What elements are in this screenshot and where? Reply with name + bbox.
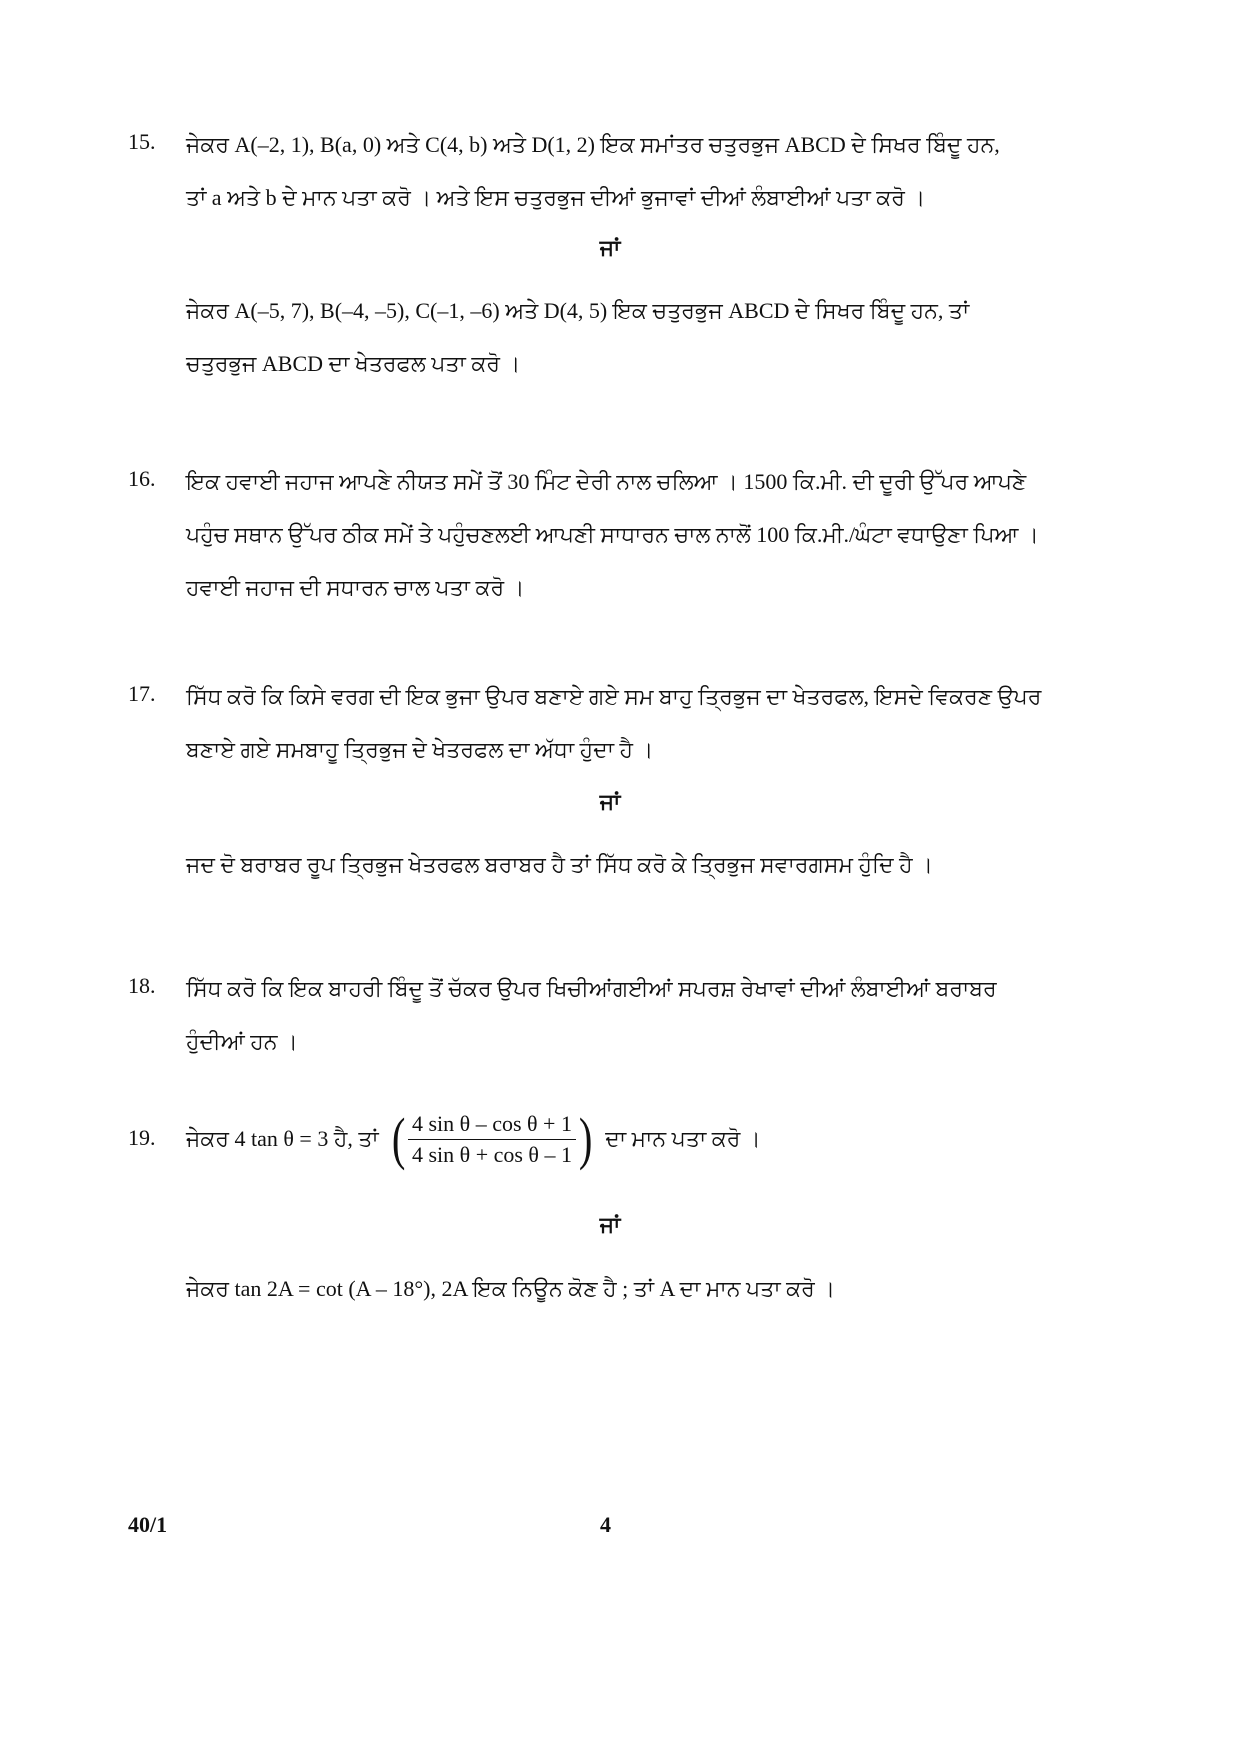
question-line: ਇਕ ਹਵਾਈ ਜਹਾਜ ਆਪਣੇ ਨੀਯਤ ਸਮੇਂ ਤੋਂ 30 ਮਿੰਟ ਦੇਰੀ ਨਾਲ ਚਲਿਆ । 1500 ਕਿ.ਮੀ. ਦੀ ਦੂਰੀ ਉੱਪਰ ਆਪਣੇ (186, 469, 1027, 494)
question-text (186, 118, 1068, 224)
alternative-question-19 (186, 1262, 1066, 1315)
question-line: ਜੇਕਰ A(–5, 7), B(–4, –5), C(–1, –6) ਅਤੇ D(4, 5) ਇਕ ਚਤੁਰਭੁਜ ABCD ਦੇ ਸਿਖਰ ਬਿੰਦੂ ਹਨ, ਤਾਂ (186, 298, 970, 323)
or-separator: ਜਾਂ (599, 789, 621, 814)
question-number: 18. (128, 973, 156, 998)
question-17 (128, 670, 1068, 776)
question-number: 15. (128, 129, 156, 154)
question-line: ਚਤੁਰਭੁਜ ABCD ਦਾ ਖੇਤਰਫਲ ਪਤਾ ਕਰੋ । (186, 351, 521, 376)
question-text (186, 962, 1068, 1068)
question-line: ਸਿੱਧ ਕਰੋ ਕਿ ਕਿਸੇ ਵਰਗ ਦੀ ਇਕ ਭੁਜਾ ਉਪਰ ਬਣਾਏ ਗਏ ਸਮ ਬਾਹੁ ਤ੍ਰਿਭੁਜ ਦਾ ਖੇਤਰਫਲ, ਇਸਦੇ ਵਿਕਰਣ ਉਪਰ (186, 684, 1042, 709)
question-line: ਬਣਾਏ ਗਏ ਸਮਬਾਹੂ ਤ੍ਰਿਭੁਜ ਦੇ ਖੇਤਰਫਲ ਦਾ ਅੱਧਾ ਹੁੰਦਾ ਹੈ । (186, 737, 654, 762)
question-line: ਜਦ ਦੋ ਬਰਾਬਰ ਰੂਪ ਤ੍ਰਿਭੁਜ ਖੇਤਰਫਲ ਬਰਾਬਰ ਹੈ ਤਾਂ ਸਿੱਧ ਕਰੋ ਕੇ ਤ੍ਰਿਭੁਜ ਸਵਾਰਗਸਮ ਹੁੰਦਿ ਹੈ । (186, 852, 933, 877)
question-18 (128, 962, 1068, 1068)
question-line: ਪਹੁੰਚ ਸਥਾਨ ਉੱਪਰ ਠੀਕ ਸਮੇਂ ਤੇ ਪਹੁੰਚਣਲਈ ਆਪਣੀ ਸਾਧਾਰਨ ਚਾਲ ਨਾਲੋਂ 100 ਕਿ.ਮੀ./ਘੰਟਾ ਵਧਾਉਣਾ ਪਿਆ । (186, 522, 1039, 547)
question-number: 17. (128, 681, 156, 706)
question-line: ਤਾਂ a ਅਤੇ b ਦੇ ਮਾਨ ਪਤਾ ਕਰੋ । ਅਤੇ ਇਸ ਚਤੁਰਭੁਜ ਦੀਆਂ ਭੁਜਾਵਾਂ ਦੀਆਂ ਲੰਬਾਈਆਂ ਪਤਾ ਕਰੋ । (186, 185, 926, 210)
question-line: ਜੇਕਰ A(–2, 1), B(a, 0) ਅਤੇ C(4, b) ਅਤੇ D(1, 2) ਇਕ ਸਮਾਂਤਰ ਚਤੁਰਭੁਜ ABCD ਦੇ ਸਿਖਰ ਬਿੰਦੂ ਹਨ, (186, 132, 1000, 157)
fraction-expression (389, 1106, 596, 1171)
alternative-question-17 (186, 838, 1066, 891)
question-number: 16. (128, 466, 156, 491)
fraction (408, 1111, 576, 1168)
question-15 (128, 118, 1068, 224)
question-line: ਜੇਕਰ tan 2A = cot (A – 18°), 2A ਇਕ ਨਿਊਨ ਕੋਣ ਹੈ ; ਤਾਂ A ਦਾ ਮਾਨ ਪਤਾ ਕਰੋ । (186, 1276, 836, 1301)
fraction-denominator: 4 sin θ + cos θ – 1 (411, 1141, 572, 1167)
question-line: ਸਿੱਧ ਕਰੋ ਕਿ ਇਕ ਬਾਹਰੀ ਬਿੰਦੂ ਤੋਂ ਚੱਕਰ ਉਪਰ ਖਿਚੀਆਂਗਈਆਂ ਸਪਰਸ਼ ਰੇਖਾਵਾਂ ਦੀਆਂ ਲੰਬਾਈਆਂ ਬਰਾਬਰ (186, 976, 997, 1001)
question-suffix: ਦਾ ਮਾਨ ਪਤਾ ਕਰੋ । (605, 1126, 761, 1151)
question-text (186, 670, 1068, 776)
question-19 (128, 1106, 1068, 1171)
alternative-question-15 (186, 284, 1066, 390)
paper-code: 40/1 (128, 1512, 168, 1537)
question-line: ਹਵਾਈ ਜਹਾਜ ਦੀ ਸਧਾਰਨ ਚਾਲ ਪਤਾ ਕਰੋ । (186, 575, 525, 600)
question-number: 19. (128, 1125, 156, 1150)
or-separator: ਜਾਂ (599, 1212, 621, 1237)
right-parenthesis: ) (578, 1106, 593, 1171)
page-number: 4 (600, 1512, 611, 1537)
left-parenthesis: ( (391, 1106, 406, 1171)
question-text (186, 1106, 1068, 1171)
fraction-numerator: 4 sin θ – cos θ + 1 (408, 1111, 576, 1140)
question-line: ਹੁੰਦੀਆਂ ਹਨ । (186, 1029, 298, 1054)
question-text (186, 455, 1068, 614)
question-16 (128, 455, 1068, 614)
or-separator: ਜਾਂ (599, 235, 621, 260)
question-prefix: ਜੇਕਰ 4 tan θ = 3 ਹੈ, ਤਾਂ (186, 1126, 379, 1151)
